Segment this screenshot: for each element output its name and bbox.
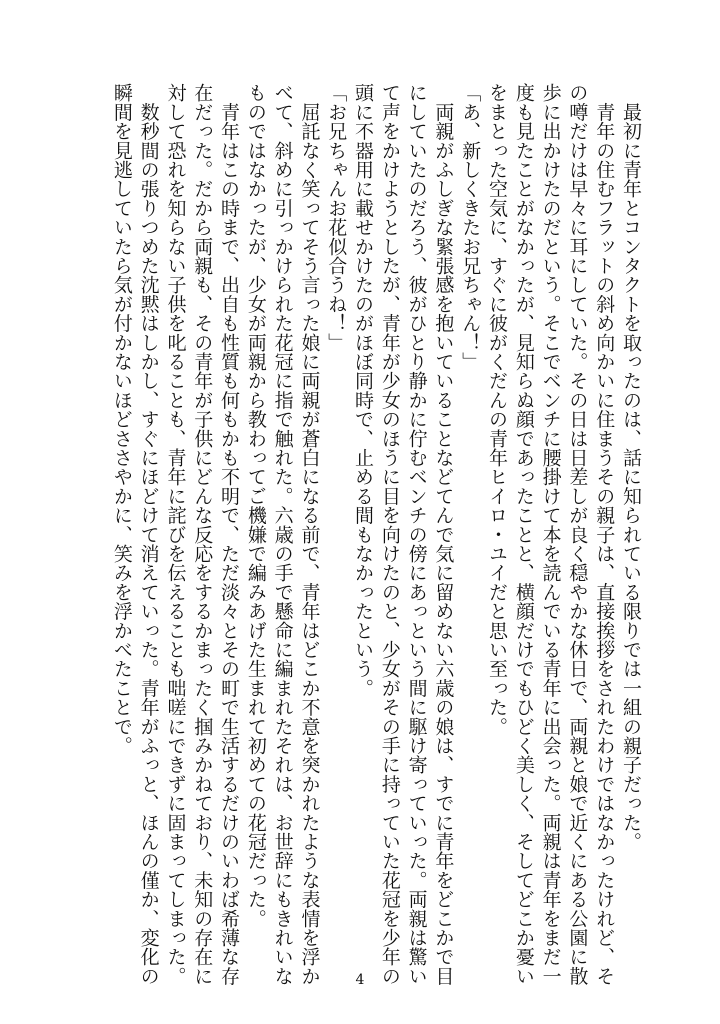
text-line: 歩に出かけたのだという。そこでベンチに腰掛けて本を読んでいる青年に出会った。両親は青年をまだ一 bbox=[539, 83, 562, 986]
text-line: をまとった空気に、すぐに彼がくだんの青年ヒイロ・ユイだと思い至った。 bbox=[486, 83, 509, 736]
page-number: 4 bbox=[355, 972, 365, 988]
text-line: にしていたのだろう、彼がひとり静かに佇むベンチの傍にあっという間に駆け寄っていった。両親は驚い bbox=[405, 83, 428, 986]
text-line: 屈託なく笑ってそう言った娘に両親が蒼白になる前で、青年はどこか不意を突かれたような表情を浮か bbox=[298, 83, 321, 986]
text-line: 青年の住むフラットの斜め向かいに住まうその親子は、直接挨拶をされたわけではなかったけれど、そ bbox=[593, 83, 616, 986]
text-line: て声をかけようとしたが、青年が少女のほうに目を向けたのと、少女がその手に持っていた花冠を少年の bbox=[378, 83, 401, 986]
text-line: ものではなかったが、少女が両親から教わってご機嫌で編みあげた生まれて初めての花冠だった。 bbox=[244, 83, 267, 928]
text-line: 最初に青年とコンタクトを取ったのは、話に知られている限りでは一組の親子だった。 bbox=[620, 83, 642, 851]
text-line: 「お兄ちゃんお花似合うね！」 bbox=[325, 83, 348, 352]
text-line: 度も見たことがなかったが、見知らぬ顔であったことと、横顔だけでもひどく美しく、そしてどこか憂い bbox=[512, 83, 535, 986]
text-line: べて、斜めに引っかけられた花冠に指で触れた。六歳の手で懸命に編まれたそれは、お世辞にもきれいな bbox=[271, 83, 294, 986]
text-line: 数秒間の張りつめた沈黙はしかし、すぐにほどけて消えていった。青年がふっと、ほんの僅か、変化の bbox=[137, 83, 160, 986]
text-line: 在だった。だから両親も、その青年が子供にどんな反応をするかまったく掴みかねており、未知の存在に bbox=[191, 83, 214, 986]
vertical-text-body bbox=[108, 83, 644, 986]
text-line: の噂だけは早々に耳にしていた。その日は日差しが良く穏やかな休日で、両親と娘で近くにある公園に散 bbox=[566, 83, 589, 986]
text-line: 対して恐れを知らない子供を叱ることも、青年に詫びを伝えることも咄嗟にできずに固まってしまった。 bbox=[164, 83, 187, 986]
text-line: 瞬間を見逃していたら気が付かないほどささやかに、笑みを浮かべたことで。 bbox=[110, 83, 133, 755]
text-line: 「あ、新しくきたお兄ちゃん！」 bbox=[459, 83, 482, 371]
text-line: 頭に不器用に載せかけたのがほぼ同時で、止める間もなかったという。 bbox=[352, 83, 375, 698]
text-line: 両親がふしぎな緊張感を抱いていることなどてんで気に留めない六歳の娘は、すでに青年をどこかで目 bbox=[432, 83, 455, 986]
text-line: 青年はこの時まで、出自も性質も何もかも不明で、ただ淡々とその町で生活するだけのいわば希薄な存 bbox=[218, 83, 241, 986]
